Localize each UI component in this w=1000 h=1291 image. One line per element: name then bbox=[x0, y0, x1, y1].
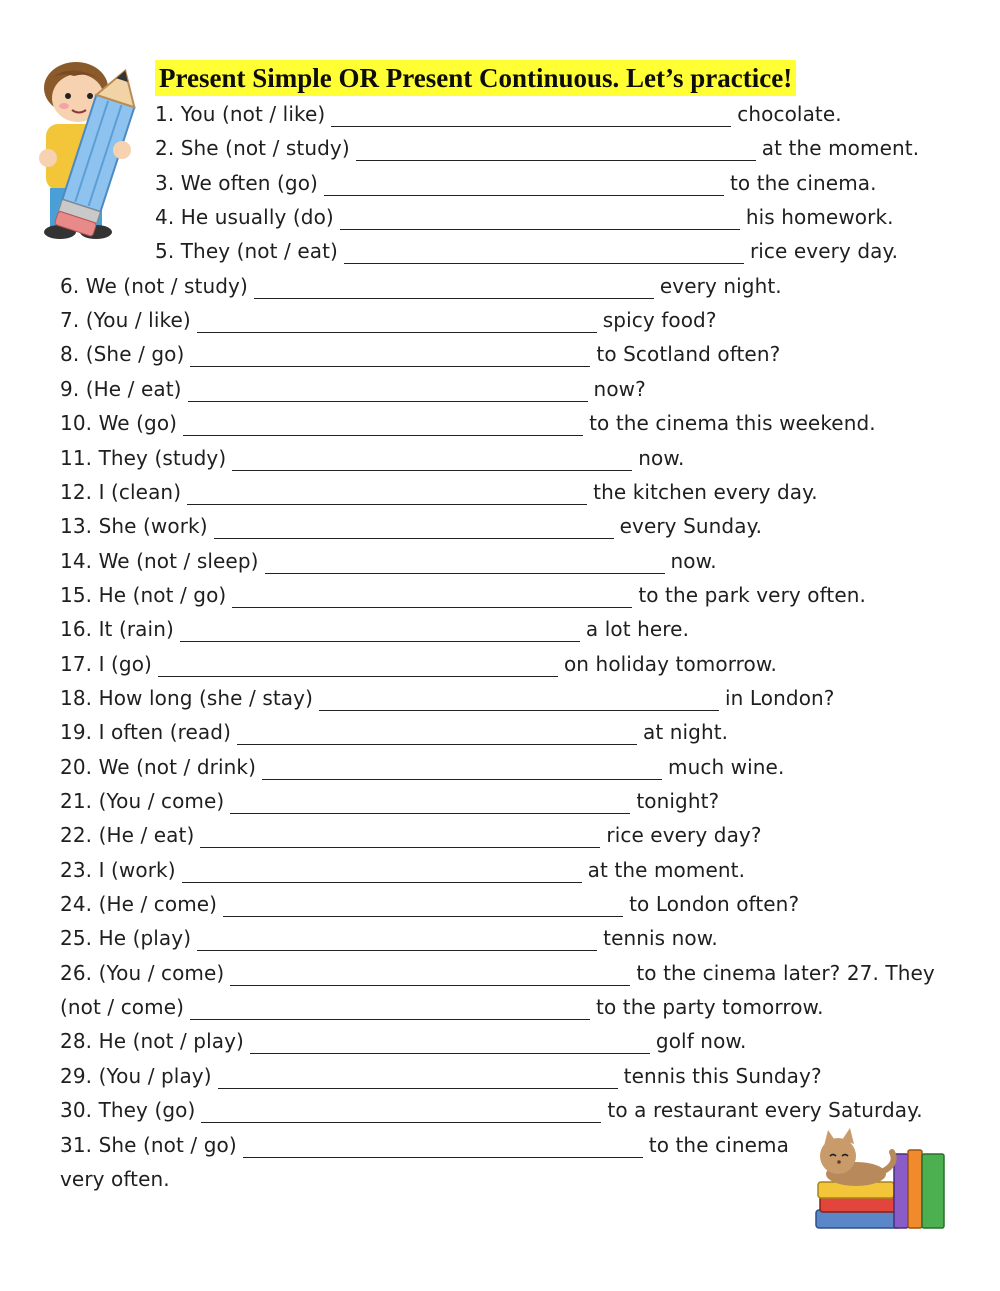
exercise-continuation: his homework. bbox=[745, 205, 894, 230]
boy-with-pencil-illustration bbox=[28, 58, 148, 243]
exercise-item bbox=[60, 445, 684, 471]
exercise-item bbox=[155, 101, 842, 127]
exercise-prompt: 5. They (not / eat) bbox=[155, 239, 338, 264]
exercise-prompt: 22. (He / eat) bbox=[60, 823, 195, 848]
answer-blank[interactable] bbox=[197, 312, 597, 333]
exercise-continuation: at the moment. bbox=[761, 136, 920, 161]
exercise-item bbox=[60, 341, 780, 367]
exercise-continuation: tennis this Sunday? bbox=[623, 1063, 822, 1088]
answer-blank[interactable] bbox=[214, 518, 614, 539]
answer-blank[interactable] bbox=[344, 243, 744, 264]
exercise-continuation: on holiday tomorrow. bbox=[563, 651, 777, 676]
exercise-item bbox=[60, 479, 818, 505]
exercise-continuation: at the moment. bbox=[587, 857, 746, 882]
exercise-item bbox=[60, 582, 866, 608]
exercise-continuation: at night. bbox=[642, 720, 729, 745]
exercise-item bbox=[60, 410, 876, 436]
answer-blank[interactable] bbox=[232, 587, 632, 608]
exercise-continuation: chocolate. bbox=[737, 102, 842, 126]
exercise-item bbox=[60, 273, 782, 299]
exercise-prompt: 25. He (play) bbox=[60, 926, 192, 951]
answer-blank[interactable] bbox=[340, 209, 740, 230]
exercise-prompt: 29. (You / play) bbox=[60, 1063, 212, 1088]
exercise-prompt: 16. It (rain) bbox=[60, 617, 174, 642]
exercise-prompt: 18. How long (she / stay) bbox=[60, 685, 313, 710]
exercise-continuation: to the park very often. bbox=[638, 582, 867, 607]
answer-blank[interactable] bbox=[190, 999, 590, 1020]
exercise-item bbox=[60, 719, 728, 745]
exercise-continuation: now. bbox=[638, 445, 685, 470]
exercise-continuation: spicy food? bbox=[602, 308, 717, 333]
exercise-continuation: to Scotland often? bbox=[596, 342, 781, 367]
answer-blank[interactable] bbox=[190, 346, 590, 367]
exercise-prompt: 7. (You / like) bbox=[60, 308, 191, 333]
answer-blank[interactable] bbox=[237, 724, 637, 745]
exercise-prompt: 19. I often (read) bbox=[60, 720, 231, 745]
exercise-prompt: 6. We (not / study) bbox=[60, 273, 248, 298]
exercise-item bbox=[60, 857, 745, 883]
exercise-item bbox=[60, 548, 717, 574]
exercise-continuation: to the cinema this weekend. bbox=[589, 411, 876, 436]
exercise-prompt: 13. She (work) bbox=[60, 514, 208, 539]
exercise-continuation: in London? bbox=[725, 685, 835, 710]
answer-blank[interactable] bbox=[180, 621, 580, 642]
answer-blank[interactable] bbox=[254, 278, 654, 299]
exercise-continuation: to the party tomorrow. bbox=[596, 995, 824, 1020]
answer-blank[interactable] bbox=[183, 415, 583, 436]
exercise-prompt: (not / come) bbox=[60, 995, 185, 1020]
exercise-item bbox=[60, 925, 718, 951]
exercise-item bbox=[60, 651, 777, 677]
answer-blank[interactable] bbox=[230, 965, 630, 986]
exercise-item bbox=[60, 788, 719, 814]
exercise-continuation: the kitchen every day. bbox=[593, 479, 818, 504]
exercise-prompt: 21. (You / come) bbox=[60, 789, 225, 813]
exercise-item bbox=[155, 170, 877, 196]
exercise-item bbox=[60, 822, 762, 848]
exercise-continuation: rice every day? bbox=[606, 823, 762, 848]
answer-blank[interactable] bbox=[243, 1137, 643, 1158]
answer-blank[interactable] bbox=[218, 1068, 618, 1089]
exercise-item bbox=[60, 616, 689, 642]
answer-blank[interactable] bbox=[230, 793, 630, 814]
exercise-prompt: 17. I (go) bbox=[60, 651, 152, 676]
exercise-prompt: 11. They (study) bbox=[60, 445, 227, 470]
exercise-prompt: 2. She (not / study) bbox=[155, 136, 350, 161]
answer-blank[interactable] bbox=[265, 553, 665, 574]
exercise-item bbox=[60, 685, 835, 711]
exercise-item bbox=[60, 891, 799, 917]
exercise-continuation: tonight? bbox=[636, 789, 720, 813]
exercise-prompt: 28. He (not / play) bbox=[60, 1029, 244, 1054]
exercise-prompt: 31. She (not / go) bbox=[60, 1132, 237, 1157]
exercise-item bbox=[60, 307, 717, 333]
exercise-item bbox=[60, 1028, 747, 1054]
answer-blank[interactable] bbox=[158, 656, 558, 677]
cat-on-books-illustration bbox=[804, 1124, 954, 1234]
exercise-continuation: golf now. bbox=[655, 1029, 747, 1054]
exercise-prompt: 14. We (not / sleep) bbox=[60, 548, 259, 573]
exercise-prompt: 4. He usually (do) bbox=[155, 205, 334, 230]
exercise-item bbox=[60, 513, 762, 539]
exercise-continuation: to the cinema. bbox=[729, 170, 877, 195]
answer-blank[interactable] bbox=[197, 930, 597, 951]
exercise-continuation: now? bbox=[593, 376, 646, 401]
exercise-prompt: 10. We (go) bbox=[60, 411, 178, 436]
answer-blank[interactable] bbox=[262, 759, 662, 780]
answer-blank[interactable] bbox=[319, 690, 719, 711]
exercise-continuation: to London often? bbox=[629, 892, 800, 917]
exercise-item bbox=[60, 994, 824, 1020]
worksheet-title: Present Simple OR Present Continuous. Let’s practice! bbox=[155, 60, 796, 96]
exercise-prompt: 20. We (not / drink) bbox=[60, 754, 256, 779]
exercise-prompt: 23. I (work) bbox=[60, 857, 176, 882]
exercise-item bbox=[60, 960, 935, 986]
exercise-item bbox=[60, 754, 784, 780]
exercise-continuation: to a restaurant every Saturday. bbox=[607, 1098, 923, 1123]
answer-blank[interactable] bbox=[324, 175, 724, 196]
exercise-item bbox=[155, 135, 919, 161]
answer-blank[interactable] bbox=[182, 862, 582, 883]
exercise-item bbox=[60, 376, 646, 402]
answer-blank[interactable] bbox=[223, 896, 623, 917]
exercise-item bbox=[60, 1063, 822, 1089]
exercise-prompt: 24. (He / come) bbox=[60, 892, 218, 917]
exercise-continuation: to the cinema bbox=[648, 1132, 789, 1157]
exercise-prompt: 15. He (not / go) bbox=[60, 582, 227, 607]
answer-blank[interactable] bbox=[201, 1102, 601, 1123]
exercise-continuation: tennis now. bbox=[603, 926, 718, 951]
answer-blank[interactable] bbox=[187, 484, 587, 505]
exercise-prompt: very often. bbox=[60, 1166, 170, 1191]
exercise-prompt: 3. We often (go) bbox=[155, 170, 318, 195]
exercise-continuation: much wine. bbox=[667, 754, 785, 779]
answer-blank[interactable] bbox=[232, 450, 632, 471]
exercise-item bbox=[155, 204, 894, 230]
exercise-prompt: 8. (She / go) bbox=[60, 342, 185, 367]
exercise-item bbox=[60, 1097, 923, 1123]
exercise-continuation: a lot here. bbox=[585, 617, 690, 642]
exercise-continuation: now. bbox=[670, 548, 717, 573]
exercise-prompt: 26. (You / come) bbox=[60, 960, 225, 985]
exercise-prompt: 12. I (clean) bbox=[60, 479, 182, 504]
answer-blank[interactable] bbox=[200, 827, 600, 848]
answer-blank[interactable] bbox=[331, 106, 731, 127]
exercise-prompt: 30. They (go) bbox=[60, 1098, 196, 1123]
exercise-continuation: every night. bbox=[659, 273, 782, 298]
exercise-prompt: 1. You (not / like) bbox=[155, 102, 326, 126]
exercise-continuation: rice every day. bbox=[749, 239, 899, 264]
answer-blank[interactable] bbox=[250, 1033, 650, 1054]
exercise-continuation: every Sunday. bbox=[619, 514, 763, 539]
exercise-item bbox=[60, 1132, 789, 1158]
answer-blank[interactable] bbox=[356, 140, 756, 161]
exercise-continuation: to the cinema later? 27. They bbox=[636, 960, 935, 985]
exercise-item bbox=[155, 238, 898, 264]
answer-blank[interactable] bbox=[188, 381, 588, 402]
exercise-item bbox=[60, 1166, 170, 1192]
exercise-prompt: 9. (He / eat) bbox=[60, 376, 182, 401]
